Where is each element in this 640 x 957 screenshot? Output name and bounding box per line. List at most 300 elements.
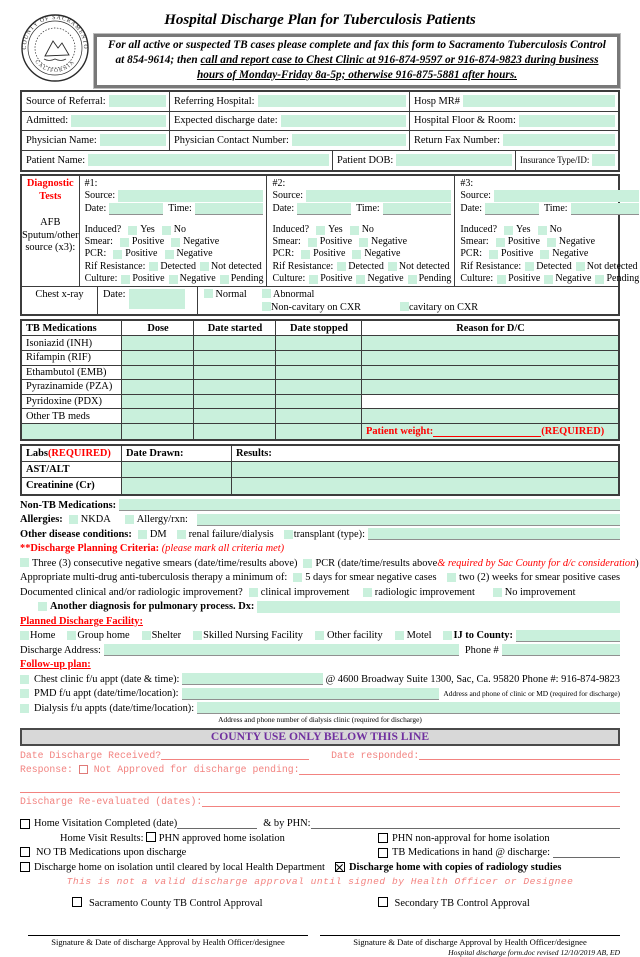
empty-mint-cell [22,424,122,439]
med-date-started-field[interactable] [194,409,276,423]
fax-notice-box [94,34,620,88]
meds-in-hand-label: TB Medications in hand @ discharge: [392,847,550,859]
labs-required-label: (REQUIRED) [47,447,111,459]
med-dose-field[interactable] [122,336,194,350]
non-tb-meds-field[interactable] [119,499,620,511]
med-date-stopped-field[interactable] [276,395,362,409]
discharge-phone-field[interactable] [502,644,620,656]
date-label: Date: [272,202,295,214]
diagnostic-test-column-2 [267,176,455,286]
yes-label: Yes [328,223,343,235]
facility-other-label: Other facility [326,630,383,642]
no-label: No [361,223,374,235]
test2-induced-no-checkbox[interactable] [350,226,359,235]
test3-culture-pending-checkbox[interactable] [595,275,604,284]
five-days-checkbox[interactable] [293,573,302,582]
test3-induced-no-checkbox[interactable] [538,226,547,235]
test3-rif-detected-checkbox[interactable] [525,262,534,271]
meds-in-hand-checkbox[interactable] [378,848,388,858]
med-dose-field[interactable] [122,409,194,423]
physician-contact-field[interactable] [292,134,406,146]
diagnostic-title-line1: Diagnostic [26,178,74,189]
positive-label: Positive [313,248,346,260]
floor-room-field[interactable] [519,115,615,127]
labs-title: Labs [26,447,48,459]
not-valid-warning: This is not a valid discharge approval until signed by Health Officer or Designee [66,875,574,887]
patient-name-label: Patient Name: [26,154,86,166]
referring-hospital-field[interactable] [258,95,406,107]
response-continuation-field[interactable] [20,783,620,793]
date-drawn-header: Date Drawn: [122,446,232,461]
physician-contact-label: Physician Contact Number: [174,134,289,146]
positive-label: Positive [501,248,534,260]
test2-pcr-negative-checkbox[interactable] [352,250,361,259]
diagnostic-title-line2: Tests [39,190,62,202]
test2-time-field[interactable] [383,203,452,215]
transplant-label: transplant (type): [293,528,365,540]
med-reason-field[interactable] [362,351,618,365]
meds-header-reason: Reason for D/C [456,322,525,334]
page-title: Hospital Discharge Plan for Tuberculosis Patients [164,12,476,28]
med-reason-field[interactable] [362,409,618,423]
time-label: Time: [168,202,192,214]
secondary-approval-label: Secondary TB Control Approval [394,897,530,909]
empty-mint-cell [194,424,276,439]
ast-alt-results-field[interactable] [232,462,618,477]
test3-pcr-positive-checkbox[interactable] [489,250,498,259]
facility-group-home-checkbox[interactable] [67,631,76,640]
no-improvement-checkbox[interactable] [493,588,502,597]
creatinine-date-field[interactable] [122,478,232,494]
test3-number-label: #3: [460,178,474,189]
negative-label: Negative [367,273,404,285]
date-responded-field[interactable] [419,750,620,760]
test1-rif-not-detected-checkbox[interactable] [200,262,209,271]
med-date-stopped-field[interactable] [276,409,362,423]
seal-bottom-text: CALIFORNIA [33,58,77,75]
normal-label: Normal [215,289,247,301]
physician-name-label: Physician Name: [26,134,97,146]
table-row [22,478,618,494]
negative-smears-label: Three (3) consecutive negative smears (date/time/results above) [32,557,298,569]
date-label: Date: [460,202,483,214]
hosp-mr-label: Hosp MR# [414,95,460,107]
pcr-criteria-close: ) [635,557,639,569]
test2-smear-positive-checkbox[interactable] [308,238,317,247]
svg-text:CALIFORNIA [34,59,77,74]
detected-label: Detected [348,260,384,272]
notice-text: For all active or suspected TB cases please complete and fax this form to Sacramento Tuberculosis Control at 854-9614; then [108,39,606,66]
secondary-approval-checkbox[interactable] [378,897,388,907]
dialysis-label: Dialysis f/u appts (date/time/location): [34,702,195,714]
negative-label: Negative [179,273,216,285]
return-fax-label: Return Fax Number: [414,134,500,146]
no-improvement-label: No improvement [504,586,576,598]
test3-culture-positive-checkbox[interactable] [497,275,506,284]
source-label: Source: [272,190,304,202]
discharge-address-label: Discharge Address: [20,644,101,656]
lab-name: AST/ALT [22,462,122,477]
test1-pcr-positive-checkbox[interactable] [113,250,122,259]
induced-label: Induced? [84,223,122,235]
not-approved-label: Not Approved for discharge pending: [93,764,300,776]
another-diagnosis-label: Another diagnosis for pulmonary process. Dx: [50,601,255,613]
detected-label: Detected [160,260,196,272]
positive-label: Positive [131,236,165,248]
afb-label-line3: source (x3): [25,242,76,253]
discharge-address-field[interactable] [104,644,459,656]
cxr-non-cavitary-checkbox[interactable] [262,302,271,311]
facility-other-checkbox[interactable] [315,631,324,640]
phn-non-approval-checkbox[interactable] [378,833,388,843]
no-tb-meds-checkbox[interactable] [20,847,30,857]
med-dose-field[interactable] [122,380,194,394]
test2-culture-positive-checkbox[interactable] [309,275,318,284]
transplant-checkbox[interactable] [284,530,293,539]
table-row [22,462,618,478]
not-approved-checkbox[interactable] [79,765,88,774]
table-row [22,380,618,395]
sacramento-approval-checkbox[interactable] [72,897,82,907]
pmd-note: Address and phone of clinic or MD (required for discharge) [443,689,620,699]
facility-motel-checkbox[interactable] [395,631,404,640]
dialysis-field[interactable] [197,702,620,714]
test3-time-field[interactable] [571,203,640,215]
phn-non-approval-label: PHN non-approval for home isolation [392,832,550,844]
med-date-stopped-field[interactable] [276,351,362,365]
dialysis-note: Address and phone number of dialysis clinic (required for discharge) [218,714,422,724]
table-row [22,351,618,366]
empty-mint-cell [122,424,194,439]
dialysis-checkbox[interactable] [20,704,29,713]
allergy-rxn-field[interactable] [197,514,620,526]
med-reason-field[interactable] [362,380,618,394]
empty-mint-cell [276,424,362,439]
renal-label: renal failure/dialysis [188,528,274,540]
test1-date-field[interactable] [109,203,163,215]
radiology-copies-checkbox[interactable] [335,862,345,872]
med-reason-field[interactable] [362,336,618,350]
med-date-stopped-field[interactable] [276,380,362,394]
facility-snf-label: Skilled Nursing Facility [203,630,303,642]
rif-resistance-label: Rif Resistance: [84,260,146,272]
smear-label: Smear: [460,236,489,248]
afb-label-line1: AFB [40,217,61,228]
test3-induced-yes-checkbox[interactable] [504,226,513,235]
test1-smear-positive-checkbox[interactable] [120,238,129,247]
cxr-cavitary-checkbox[interactable] [400,302,409,311]
visit-results-label: Home Visit Results: [60,832,144,844]
facility-shelter-label: Shelter [151,630,182,642]
induced-label: Induced? [460,223,498,235]
other-disease-label: Other disease conditions: [20,528,132,540]
patient-weight-field[interactable] [433,426,541,437]
reevaluated-label: Discharge Re-evaluated (dates): [20,796,203,808]
test3-source-field[interactable] [494,190,639,202]
signature-line-left[interactable] [28,935,308,947]
yes-label: Yes [140,223,155,235]
not-approved-field[interactable] [299,765,620,775]
admitted-label: Admitted: [26,115,69,127]
two-weeks-checkbox[interactable] [447,573,456,582]
test1-number-label: #1: [84,178,98,189]
time-label: Time: [356,202,380,214]
form-revision-footer: Hospital discharge form.doc revised 12/10/2019 AB, ED [448,947,620,957]
another-diagnosis-checkbox[interactable] [38,602,47,611]
criteria-subtitle: (please mark all criteria met) [161,543,285,555]
test3-smear-negative-checkbox[interactable] [547,238,556,247]
facility-home-label: Home [30,630,56,642]
smear-label: Smear: [84,236,113,248]
test1-source-field[interactable] [118,190,263,202]
notice-underlined-text: call and report case to Chest Clinic at 916-874-9597 or 916-874-9823 during business hours of Monday-Friday 8a-5p; otherwise 916-875-5881 after hours. [196,53,599,81]
test1-induced-yes-checkbox[interactable] [128,226,137,235]
admitted-field[interactable] [71,115,166,127]
test3-culture-negative-checkbox[interactable] [544,275,553,284]
pcr-criteria-label: PCR (date/time/results above [315,557,438,569]
test1-culture-pending-checkbox[interactable] [220,275,229,284]
home-visitation-date-field[interactable] [177,819,257,829]
insurance-label: Insurance Type/ID: [520,155,590,166]
pmd-checkbox[interactable] [20,689,29,698]
dm-checkbox[interactable] [138,530,147,539]
test2-culture-negative-checkbox[interactable] [356,275,365,284]
negative-label: Negative [183,236,220,248]
no-label: No [549,223,562,235]
med-name: Pyridoxine (PDX) [22,395,122,409]
patient-name-field[interactable] [88,154,329,166]
chest-clinic-label: Chest clinic f/u appt (date & time): [34,673,180,685]
insurance-field[interactable] [592,154,615,166]
source-label: Source: [460,190,491,202]
med-date-started-field[interactable] [194,395,276,409]
facility-home-checkbox[interactable] [20,631,29,640]
culture-label: Culture: [460,273,494,285]
table-row [22,409,618,424]
patient-weight-row [22,424,618,439]
physician-name-field[interactable] [100,134,166,146]
lab-name: Creatinine (Cr) [22,478,122,494]
smear-label: Smear: [272,236,301,248]
diagnostic-test-column-1 [80,176,268,286]
cxr-normal-checkbox[interactable] [204,289,213,298]
signature-label: Signature & Date of discharge Approval by Health Officer/designee [353,936,587,947]
signature-line-right[interactable] [320,935,620,947]
med-date-stopped-field[interactable] [276,336,362,350]
test2-number-label: #2: [272,178,286,189]
test3-rif-not-detected-checkbox[interactable] [576,262,585,271]
med-name: Ethambutol (EMB) [22,366,122,380]
clinical-improvement-checkbox[interactable] [249,588,258,597]
negative-label: Negative [364,248,401,260]
by-phn-field[interactable] [311,819,620,829]
test2-pcr-positive-checkbox[interactable] [301,250,310,259]
med-name: Pyrazinamide (PZA) [22,380,122,394]
cxr-abnormal-checkbox[interactable] [262,289,271,298]
detected-label: Detected [536,260,572,272]
test2-induced-yes-checkbox[interactable] [316,226,325,235]
med-dose-field[interactable] [122,395,194,409]
transplant-field[interactable] [368,528,620,540]
meds-in-hand-field[interactable] [553,848,620,858]
allergies-label: Allergies: [20,514,63,526]
test2-rif-not-detected-checkbox[interactable] [388,262,397,271]
pmd-field[interactable] [182,688,440,700]
pcr-label: PCR: [272,248,295,260]
radiologic-improvement-checkbox[interactable] [363,588,372,597]
chest-clinic-checkbox[interactable] [20,675,29,684]
med-name: Other TB meds [22,409,122,423]
reevaluated-field[interactable] [202,797,620,807]
test2-rif-detected-checkbox[interactable] [337,262,346,271]
pcr-criteria-red-note: & required by Sac County for d/c consideration [437,557,636,569]
patient-info-table [20,90,620,172]
form-header [20,6,620,90]
weight-required-label: (REQUIRED) [541,425,605,437]
pcr-label: PCR: [84,248,107,260]
test3-pcr-negative-checkbox[interactable] [540,250,549,259]
nkda-checkbox[interactable] [69,515,78,524]
pcr-label: PCR: [460,248,483,260]
phn-approved-checkbox[interactable] [146,832,156,842]
tb-medications-table [20,319,620,440]
phn-approved-label: PHN approved home isolation [158,832,285,844]
positive-label: Positive [507,236,540,248]
pcr-criteria-checkbox[interactable] [303,559,312,568]
diagnostic-tests-header [22,176,80,286]
induced-label: Induced? [272,223,310,235]
med-name: Rifampin (RIF) [22,351,122,365]
test1-induced-no-checkbox[interactable] [162,226,171,235]
nkda-label: NKDA [80,514,111,526]
facility-snf-checkbox[interactable] [193,631,202,640]
test3-smear-positive-checkbox[interactable] [496,238,505,247]
negative-label: Negative [558,236,596,248]
radiologic-improvement-label: radiologic improvement [374,586,475,598]
followup-title: Follow-up plan: [20,659,91,671]
test2-date-field[interactable] [297,203,351,215]
med-date-stopped-field[interactable] [276,366,362,380]
return-fax-field[interactable] [503,134,615,146]
test1-culture-negative-checkbox[interactable] [169,275,178,284]
meds-header-date-stopped: Date stopped [276,321,362,335]
home-visitation-label: Home Visitation Completed (date) [34,818,178,830]
test1-smear-negative-checkbox[interactable] [171,238,180,247]
test2-culture-pending-checkbox[interactable] [408,275,417,284]
county-seal-logo [18,10,92,86]
med-dose-field[interactable] [122,351,194,365]
not-detected-label: Not detected [398,260,450,272]
test1-culture-positive-checkbox[interactable] [121,275,130,284]
med-date-started-field[interactable] [194,380,276,394]
date-received-field[interactable] [161,750,309,760]
renal-checkbox[interactable] [177,530,186,539]
creatinine-results-field[interactable] [232,478,618,494]
dm-label: DM [149,528,167,540]
another-diagnosis-field[interactable] [257,601,620,613]
facility-title: Planned Discharge Facility: [20,615,143,627]
test3-date-field[interactable] [485,203,539,215]
facility-ij-county-label: IJ to County: [453,630,513,642]
non-cavitary-label: Non-cavitary on CXR [271,301,361,313]
documented-improvement-label: Documented clinical and/or radiologic improvement? [20,586,243,598]
med-reason-field[interactable] [362,366,618,380]
not-detected-label: Not detected [210,260,262,272]
diagnostic-test-column-3 [455,176,640,286]
positive-label: Positive [319,236,353,248]
test2-source-field[interactable] [306,190,451,202]
expected-discharge-field[interactable] [281,115,406,127]
patient-dob-field[interactable] [396,154,512,166]
negative-smears-checkbox[interactable] [20,558,29,567]
date-responded-label: Date responded: [331,749,420,761]
positive-label: Positive [508,273,541,285]
cavitary-label: cavitary on CXR [409,301,479,313]
test2-smear-negative-checkbox[interactable] [359,238,368,247]
clinical-improvement-label: clinical improvement [260,586,350,598]
date-received-label: Date Discharge Received? [20,749,162,761]
non-tb-meds-label: Non-TB Medications: [20,499,117,511]
pmd-label: PMD f/u appt (date/time/location): [34,688,179,700]
meds-header-date-started: Date started [194,321,276,335]
ast-alt-date-field[interactable] [122,462,232,477]
not-detected-label: Not detected [586,260,638,272]
rif-resistance-label: Rif Resistance: [272,260,334,272]
meds-header-name: TB Medications [22,321,122,335]
facility-motel-label: Motel [406,630,432,642]
med-reason-field[interactable] [362,395,618,409]
positive-label: Positive [132,273,165,285]
negative-label: Negative [555,273,592,285]
phone-label: Phone # [464,644,499,656]
table-row [22,366,618,381]
response-label: Response: [20,764,73,776]
allergy-rxn-checkbox[interactable] [125,515,134,524]
referring-hospital-label: Referring Hospital: [174,95,255,107]
ij-county-field[interactable] [516,630,620,642]
chest-date-field[interactable] [129,289,185,309]
source-of-referral-field[interactable] [109,95,166,107]
county-use-banner: COUNTY USE ONLY BELOW THIS LINE [20,728,620,746]
test1-rif-detected-checkbox[interactable] [149,262,158,271]
floor-room-label: Hospital Floor & Room: [414,115,516,127]
no-tb-meds-label: NO TB Medications upon discharge [36,847,187,859]
facility-shelter-checkbox[interactable] [142,631,151,640]
test1-pcr-negative-checkbox[interactable] [165,250,174,259]
positive-label: Positive [320,273,353,285]
afb-label-line2: Sputum/other [22,229,79,241]
med-date-started-field[interactable] [194,351,276,365]
chest-clinic-field[interactable] [182,673,322,685]
chest-clinic-address: @ 4600 Broadway Suite 1300, Sac, Ca. 95820 Phone #: 916-874-9823 [325,673,620,685]
pending-label: Pending [230,273,264,285]
isolation-checkbox[interactable] [20,862,30,872]
test1-time-field[interactable] [195,203,264,215]
diagnostic-tests-table [20,174,640,316]
home-visitation-checkbox[interactable] [20,819,30,829]
hosp-mr-field[interactable] [463,95,615,107]
med-date-started-field[interactable] [194,366,276,380]
culture-label: Culture: [272,273,306,285]
med-date-started-field[interactable] [194,336,276,350]
med-dose-field[interactable] [122,366,194,380]
culture-label: Culture: [84,273,118,285]
negative-label: Negative [371,236,408,248]
no-label: No [173,223,187,235]
radiology-copies-label: Discharge home with copies of radiology studies [348,861,562,873]
isolation-label: Discharge home on isolation until cleared by local Health Department [34,861,325,873]
facility-ij-county-checkbox[interactable] [443,631,452,640]
